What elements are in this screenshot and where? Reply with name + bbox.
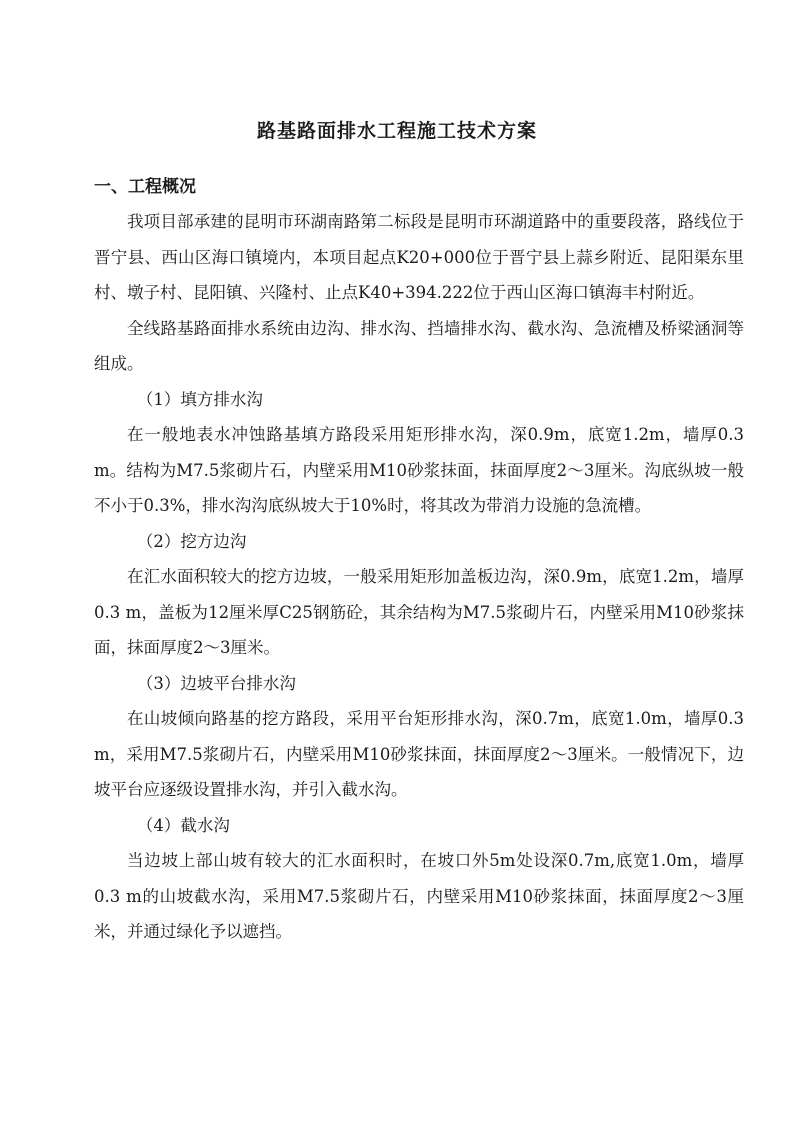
paragraph-fill-drainage-ditch: 在一般地表水冲蚀路基填方路段采用矩形排水沟，深0.9m，底宽1.2m，墙厚0.3 m。结构为M7.5浆砌片石，内壁采用M10砂浆抹面，抹面厚度2～3厘米。沟底纵坡一般不小于0.3%，排水沟沟底纵坡大于10%时，将其改为带消力设施的急流槽。 <box>94 425 744 515</box>
paragraph-drainage-system: 全线路基路面排水系统由边沟、排水沟、挡墙排水沟、截水沟、急流槽及桥梁涵洞等组成。 <box>94 318 744 373</box>
paragraph-cut-side-ditch: 在汇水面积较大的挖方边坡，一般采用矩形加盖板边沟，深0.9m，底宽1.2m，墙厚0.3 m，盖板为12厘米厚C25钢筋砼，其余结构为M7.5浆砌片石，内壁采用M10砂浆抹面，抹面厚度2～3厘米。 <box>94 567 744 657</box>
subheading-intercepting-ditch: （4）截水沟 <box>136 815 230 835</box>
subheading-slope-platform-ditch: （3）边坡平台排水沟 <box>136 673 296 693</box>
paragraph-slope-platform-ditch: 在山坡倾向路基的挖方路段，采用平台矩形排水沟，深0.7m，底宽1.0m，墙厚0.3 m，采用M7.5浆砌片石，内壁采用M10砂浆抹面，抹面厚度2～3厘米。一般情况下，边坡平台应逐级设置排水沟，并引入截水沟。 <box>94 709 744 799</box>
section-heading-overview: 一、工程概况 <box>94 177 196 197</box>
document-title: 路基路面排水工程施工技术方案 <box>256 120 537 142</box>
subheading-fill-drainage-ditch: （1）填方排水沟 <box>136 389 263 409</box>
subheading-cut-side-ditch: （2）挖方边沟 <box>136 531 247 551</box>
document-body <box>94 204 744 950</box>
paragraph-project-location: 我项目部承建的昆明市环湖南路第二标段是昆明市环湖道路中的重要段落，路线位于晋宁县、西山区海口镇境内，本项目起点K20+000位于晋宁县上蒜乡附近、昆阳渠东里村、墩子村、昆阳镇、兴隆村、止点K40+394.222位于西山区海口镇海丰村附近。 <box>94 212 744 302</box>
paragraph-intercepting-ditch: 当边坡上部山坡有较大的汇水面积时，在坡口外5m处设深0.7m,底宽1.0m，墙厚0.3 m的山坡截水沟，采用M7.5浆砌片石，内壁采用M10砂浆抹面，抹面厚度2～3厘米，并通过绿化予以遮挡。 <box>94 851 744 941</box>
